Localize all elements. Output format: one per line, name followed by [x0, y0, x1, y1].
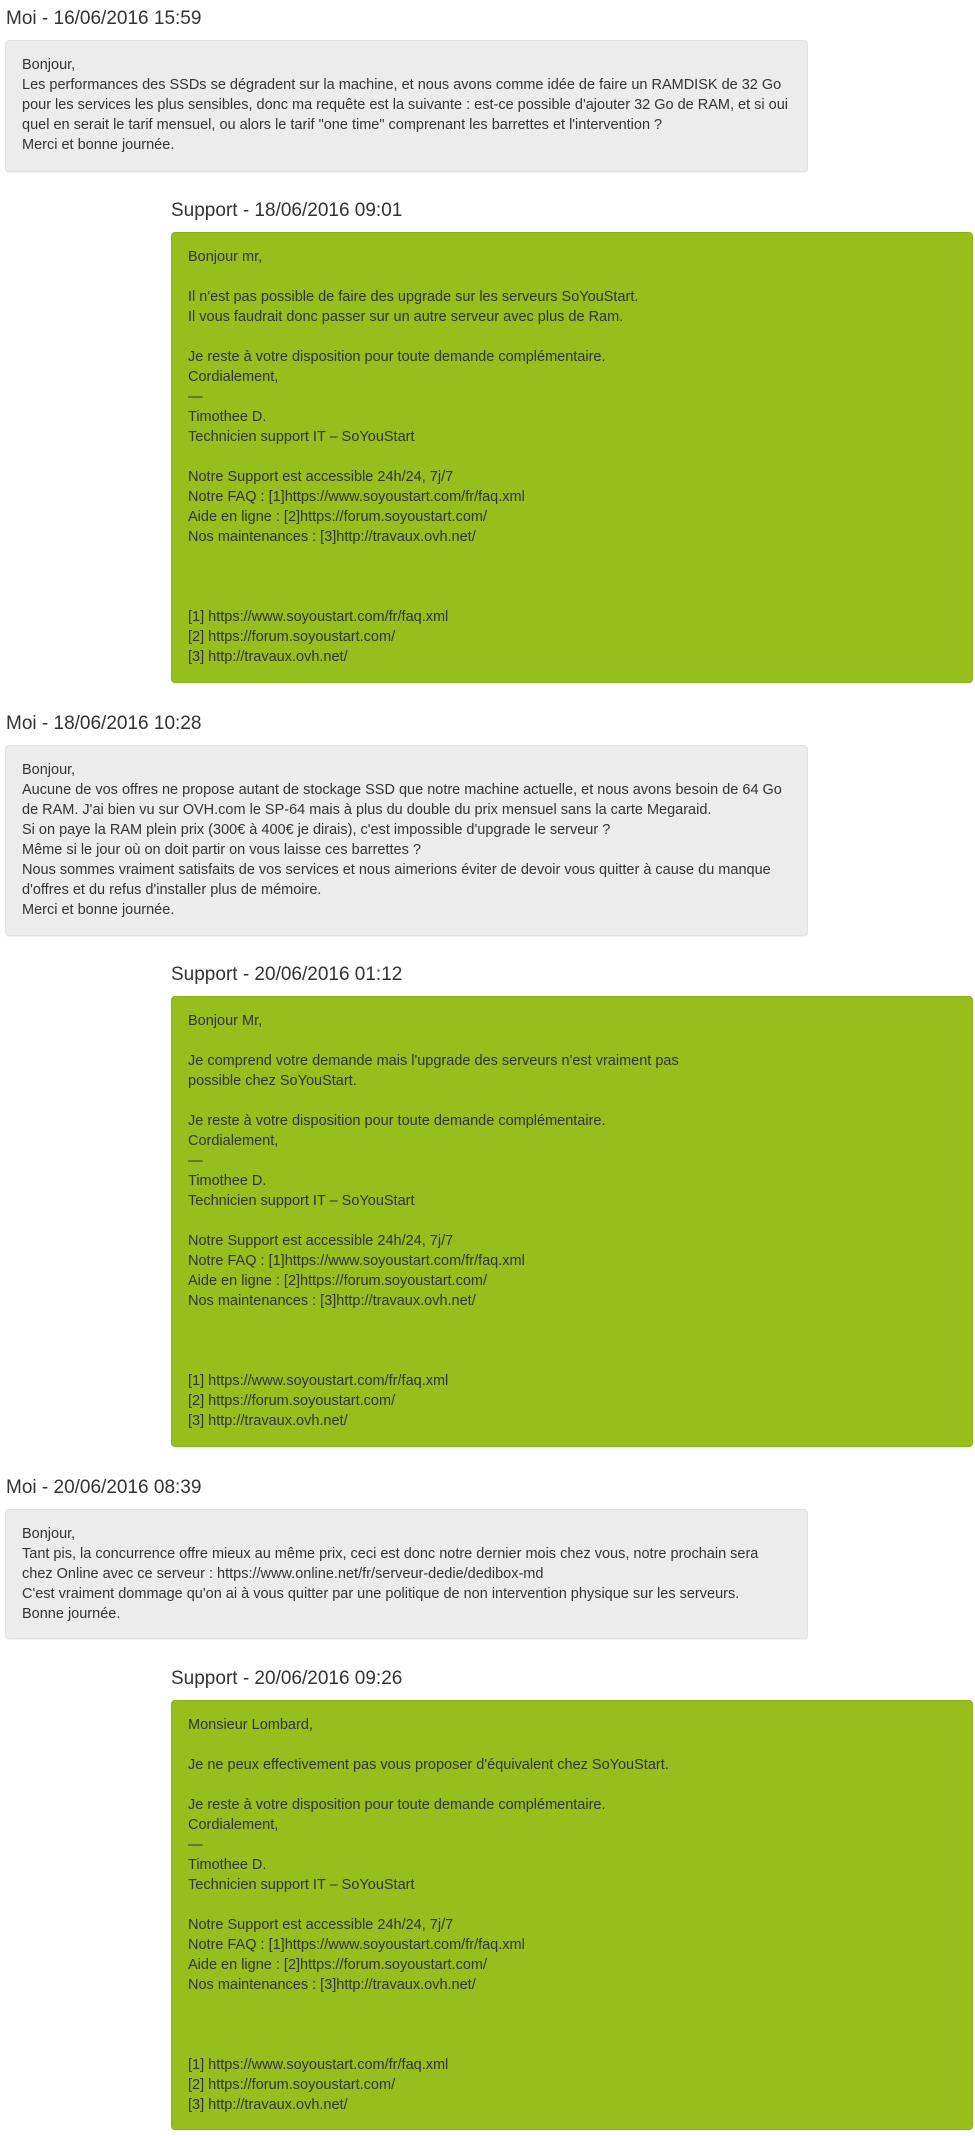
- message-line: Notre FAQ : [1]https://www.soyoustart.com/fr/faq.xml: [188, 1937, 525, 1953]
- message-header: Moi - 16/06/2016 15:59: [6, 8, 202, 29]
- message-body: [171, 996, 973, 1447]
- message-line: Notre Support est accessible 24h/24, 7j/7: [188, 1917, 454, 1933]
- message-line: Bonjour mr,: [188, 249, 263, 265]
- message-line: Les performances des SSDs se dégradent sur la machine, et nous avons comme idée de faire un RAMDISK de 32 Go: [22, 77, 782, 93]
- message-line: [188, 267, 956, 287]
- message-line: —: [188, 389, 203, 405]
- message-line: [188, 1895, 956, 1915]
- message-line: Nos maintenances : [3]http://travaux.ovh.net/: [188, 1977, 476, 1993]
- message-line: Notre FAQ : [1]https://www.soyoustart.com/fr/faq.xml: [188, 489, 525, 505]
- message-line: Notre FAQ : [1]https://www.soyoustart.com/fr/faq.xml: [188, 1253, 525, 1269]
- message-line: Nos maintenances : [3]http://travaux.ovh.net/: [188, 1293, 476, 1309]
- message-line: [188, 587, 956, 607]
- message-body: [171, 1700, 973, 2130]
- message-line: —: [188, 1153, 203, 1169]
- message-line: C'est vraiment dommage qu'on ai à vous quitter par une politique de non intervention physique sur les serveurs.: [22, 1586, 740, 1602]
- message-line: [188, 1031, 956, 1051]
- message-line: [188, 1091, 956, 1111]
- message-line: [188, 1331, 956, 1351]
- message-line: [188, 1995, 956, 2015]
- message-line: Bonjour Mr,: [188, 1013, 263, 1029]
- message-line: [188, 2015, 956, 2035]
- message-body: [5, 40, 808, 172]
- message-line: Notre Support est accessible 24h/24, 7j/7: [188, 1233, 454, 1249]
- message-line: de RAM. J'ai bien vu sur OVH.com le SP-64 mais à plus du double du prix mensuel sans la carte Megaraid.: [22, 802, 712, 818]
- message-line: Nous sommes vraiment satisfaits de vos services et nous aimerions éviter de devoir vous quitter à cause du manque: [22, 862, 771, 878]
- message-line: Nos maintenances : [3]http://travaux.ovh.net/: [188, 529, 476, 545]
- message-line: Même si le jour où on doit partir on vous laisse ces barrettes ?: [22, 842, 421, 858]
- message-line: [188, 567, 956, 587]
- message-line: Bonjour,: [22, 57, 76, 73]
- message-line: [3] http://travaux.ovh.net/: [188, 1413, 348, 1429]
- message-line: d'offres et du refus d'installer plus de mémoire.: [22, 882, 322, 898]
- message-line: [188, 1775, 956, 1795]
- message-line: possible chez SoYouStart.: [188, 1073, 357, 1089]
- message-line: Tant pis, la concurrence offre mieux au même prix, ceci est donc notre dernier mois chez vous, notre prochain sera: [22, 1546, 759, 1562]
- message-line: [188, 547, 956, 567]
- message-line: Je ne peux effectivement pas vous proposer d'équivalent chez SoYouStart.: [188, 1757, 669, 1773]
- message-line: [188, 2035, 956, 2055]
- message-header: Support - 20/06/2016 09:26: [171, 1668, 403, 1689]
- message-line: Notre Support est accessible 24h/24, 7j/7: [188, 469, 454, 485]
- message-line: [188, 327, 956, 347]
- message-line: [1] https://www.soyoustart.com/fr/faq.xml: [188, 609, 449, 625]
- message-line: Timothee D.: [188, 1857, 267, 1873]
- message-line: Bonne journée.: [22, 1606, 121, 1622]
- message-line: Merci et bonne journée.: [22, 137, 175, 153]
- message-line: [2] https://forum.soyoustart.com/: [188, 1393, 396, 1409]
- message-body: [171, 232, 973, 683]
- message-line: Technicien support IT – SoYouStart: [188, 1877, 415, 1893]
- message-line: [1] https://www.soyoustart.com/fr/faq.xml: [188, 1373, 449, 1389]
- message-line: Il n'est pas possible de faire des upgrade sur les serveurs SoYouStart.: [188, 289, 639, 305]
- message-line: Bonjour,: [22, 762, 76, 778]
- message-header: Support - 20/06/2016 01:12: [171, 964, 403, 985]
- message-line: —: [188, 1837, 203, 1853]
- message-line: Technicien support IT – SoYouStart: [188, 1193, 415, 1209]
- message-line: Je reste à votre disposition pour toute demande complémentaire.: [188, 349, 606, 365]
- message-line: Aide en ligne : [2]https://forum.soyoustart.com/: [188, 509, 488, 525]
- message-line: Cordialement,: [188, 369, 279, 385]
- message-line: Cordialement,: [188, 1817, 279, 1833]
- message-body: [5, 745, 808, 936]
- message-line: Je reste à votre disposition pour toute demande complémentaire.: [188, 1797, 606, 1813]
- message-line: Monsieur Lombard,: [188, 1717, 313, 1733]
- message-line: [2] https://forum.soyoustart.com/: [188, 629, 396, 645]
- message-line: [3] http://travaux.ovh.net/: [188, 649, 348, 665]
- message-line: Il vous faudrait donc passer sur un autre serveur avec plus de Ram.: [188, 309, 624, 325]
- message-line: [3] http://travaux.ovh.net/: [188, 2097, 348, 2113]
- message-line: Si on paye la RAM plein prix (300€ à 400€ je dirais), c'est impossible d'upgrade le serveur ?: [22, 822, 611, 838]
- message-line: Cordialement,: [188, 1133, 279, 1149]
- message-line: Je reste à votre disposition pour toute demande complémentaire.: [188, 1113, 606, 1129]
- message-line: [2] https://forum.soyoustart.com/: [188, 2077, 396, 2093]
- message-line: Timothee D.: [188, 1173, 267, 1189]
- message-line: [188, 1735, 956, 1755]
- message-line: [188, 1311, 956, 1331]
- message-line: Timothee D.: [188, 409, 267, 425]
- message-line: Bonjour,: [22, 1526, 76, 1542]
- message-line: [188, 447, 956, 467]
- message-line: quel en serait le tarif mensuel, ou alors le tarif "one time" comprenant les barrettes et l'intervention ?: [22, 117, 663, 133]
- message-line: pour les services les plus sensibles, donc ma requête est la suivante : est-ce possible d'ajouter 32 Go de RAM, et si oui: [22, 97, 789, 113]
- message-line: Technicien support IT – SoYouStart: [188, 429, 415, 445]
- message-header: Moi - 20/06/2016 08:39: [6, 1477, 202, 1498]
- message-line: Aide en ligne : [2]https://forum.soyoustart.com/: [188, 1957, 488, 1973]
- message-line: [188, 1351, 956, 1371]
- message-header: Support - 18/06/2016 09:01: [171, 200, 403, 221]
- message-header: Moi - 18/06/2016 10:28: [6, 713, 202, 734]
- message-line: Merci et bonne journée.: [22, 902, 175, 918]
- message-line: Aucune de vos offres ne propose autant de stockage SSD que notre machine actuelle, et nous avons besoin de 64 Go: [22, 782, 782, 798]
- message-line: chez Online avec ce serveur : https://www.online.net/fr/serveur-dedie/dedibox-md: [22, 1566, 544, 1582]
- message-line: Aide en ligne : [2]https://forum.soyoustart.com/: [188, 1273, 488, 1289]
- message-line: Je comprend votre demande mais l'upgrade des serveurs n'est vraiment pas: [188, 1053, 679, 1069]
- message-line: [188, 1211, 956, 1231]
- message-line: [1] https://www.soyoustart.com/fr/faq.xml: [188, 2057, 449, 2073]
- message-body: [5, 1509, 808, 1639]
